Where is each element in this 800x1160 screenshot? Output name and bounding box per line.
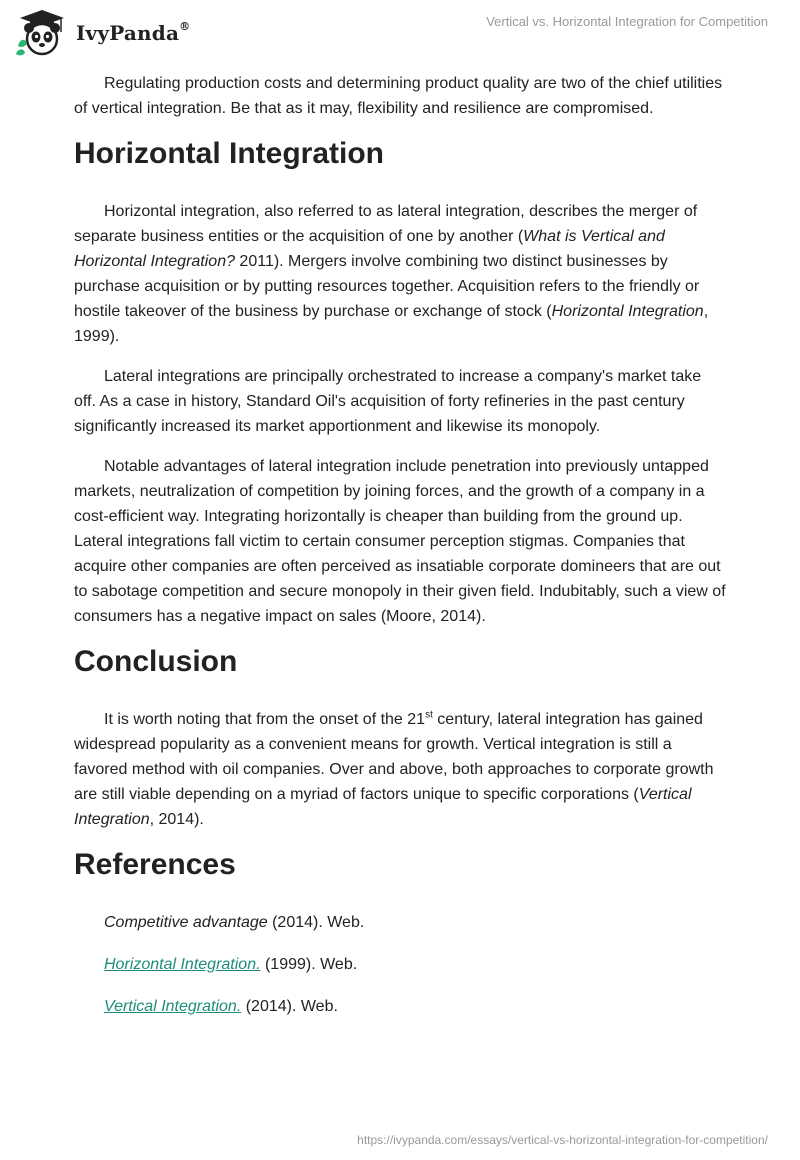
document-title: Vertical vs. Horizontal Integration for Competition <box>486 14 768 29</box>
heading-conclusion: Conclusion <box>74 645 238 678</box>
registered-mark: ® <box>179 20 191 34</box>
reference-link-vertical-integration[interactable]: Vertical Integration. <box>104 998 242 1015</box>
reference-title: Competitive advantage <box>104 914 268 931</box>
heading-references: References <box>74 848 236 881</box>
reference-item: Vertical Integration. (2014). Web. <box>104 998 338 1015</box>
heading-horizontal-integration: Horizontal Integration <box>74 137 384 170</box>
ordinal-superscript: st <box>425 709 433 721</box>
essay-content <box>74 71 726 1036</box>
reference-item: Competitive advantage (2014). Web. <box>104 914 365 931</box>
citation-horizontal: Horizontal Integration <box>551 303 704 320</box>
conclusion-paragraph: It is worth noting that from the onset of the 21st century, lateral integration has gained widespread popularity as a convenient means for growth. Vertical integration is still a favored method with oil companies. Over and above, both approaches to corporate growth are still viable depending on a myriad of factors unique to specific corporations (Vertical Integration, 2014). <box>74 709 714 828</box>
page-header <box>0 0 800 64</box>
citation-what-is: What is Vertical and Horizontal Integration? <box>74 228 665 270</box>
footer-url: https://ivypanda.com/essays/vertical-vs-horizontal-integration-for-competition/ <box>357 1133 768 1147</box>
reference-link-horizontal-integration[interactable]: Horizontal Integration. <box>104 956 261 973</box>
ivypanda-logo[interactable] <box>14 8 190 58</box>
horizontal-paragraph-3: Notable advantages of lateral integration include penetration into previously untapped markets, neutralization of competition by joining forces, and the growth of a company in a cost-efficient way. Integrating horizontally is cheaper than building from the ground up. Lateral integrations fall victim to certain consumer perception stigmas. Companies that acquire other companies are often perceived as insatiable corporate domineers that are out to sabotage competition and secure monopoly in their given field. Indubitably, such a view of consumers has a negative impact on sales (Moore, 2014). <box>74 458 726 625</box>
logo-text: IvyPanda® <box>76 20 191 45</box>
citation-vertical: Vertical Integration <box>74 786 692 828</box>
intro-paragraph: Regulating production costs and determining product quality are two of the chief utilities of vertical integration. Be that as it may, flexibility and resilience are compromised. <box>74 75 723 117</box>
panda-logo-icon <box>14 8 70 58</box>
horizontal-paragraph-1: Horizontal integration, also referred to as lateral integration, describes the merger of separate business entities or the acquisition of one by another (What is Vertical and Horizontal Integration? 2011). Mergers involve combining two distinct businesses by purchase acquisition or by putting resources together. Acquisition refers to the friendly or hostile takeover of the business by purchase or exchange of stock (Horizontal Integration, 1999). <box>74 203 709 345</box>
reference-item: Horizontal Integration. (1999). Web. <box>104 956 358 973</box>
horizontal-paragraph-2: Lateral integrations are principally orchestrated to increase a company's market take off. As a case in history, Standard Oil's acquisition of forty refineries in the past century significantly increased its market apportionment and likewise its monopoly. <box>74 368 702 435</box>
